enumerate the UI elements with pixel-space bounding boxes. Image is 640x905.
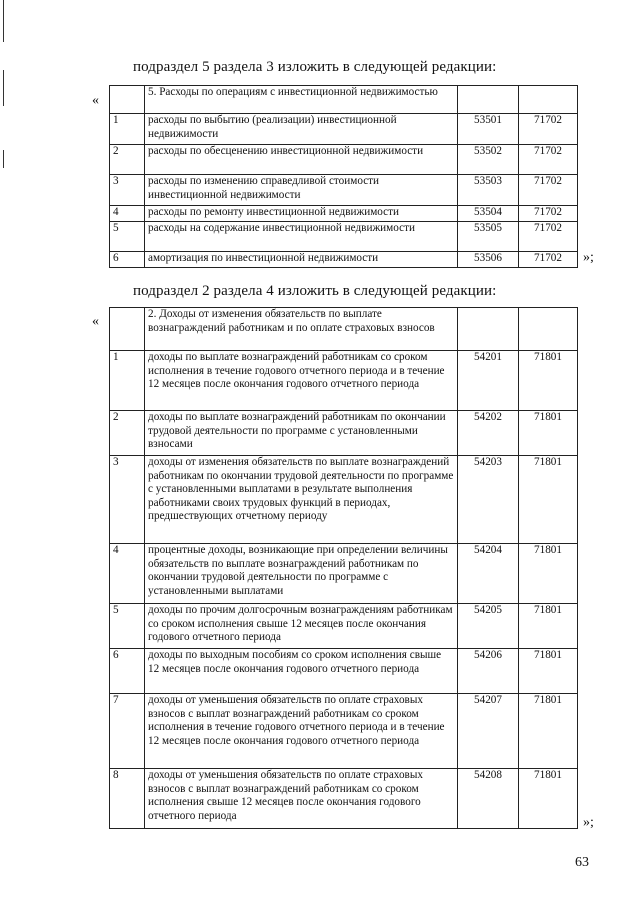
section2-open-quote: « <box>92 314 99 329</box>
page-number: 63 <box>575 855 589 870</box>
account-number: 71702 <box>519 114 578 145</box>
row-number: 3 <box>110 456 145 544</box>
row-number: 1 <box>110 351 145 411</box>
row-number: 8 <box>110 769 145 829</box>
table-row <box>110 222 578 252</box>
section2-table <box>109 307 578 829</box>
row-number: 2 <box>110 411 145 456</box>
scan-edge-mark <box>3 70 4 106</box>
account-number: 71702 <box>519 206 578 222</box>
row-description: доходы по выплате вознаграждений работникам со сроком исполнения в течение годового отчетного периода и в течение 12 месяцев после окончания годового отчетного периода <box>145 351 458 411</box>
table-header-row <box>110 86 578 114</box>
row-description: расходы по изменению справедливой стоимости инвестиционной недвижимости <box>145 175 458 206</box>
account-number: 71801 <box>519 544 578 604</box>
account-number <box>519 308 578 351</box>
row-number: 5 <box>110 604 145 649</box>
account-number <box>519 86 578 114</box>
account-number: 71702 <box>519 222 578 252</box>
account-number: 71801 <box>519 769 578 829</box>
row-description: расходы по выбытию (реализации) инвестиционной недвижимости <box>145 114 458 145</box>
symbol-code: 53506 <box>458 252 519 268</box>
symbol-code: 54207 <box>458 694 519 769</box>
section1-open-quote: « <box>92 93 99 108</box>
table-row <box>110 456 578 544</box>
section2-heading: подраздел 2 раздела 4 изложить в следующей редакции: <box>133 283 497 299</box>
symbol-code: 54202 <box>458 411 519 456</box>
table-row <box>110 604 578 649</box>
table-row <box>110 694 578 769</box>
row-description: доходы по выплате вознаграждений работникам по окончании трудовой деятельности по программе с установленными взносами <box>145 411 458 456</box>
row-number: 6 <box>110 649 145 694</box>
account-number: 71801 <box>519 351 578 411</box>
table-header-row <box>110 308 578 351</box>
account-number: 71702 <box>519 175 578 206</box>
row-description: расходы по обесценению инвестиционной недвижимости <box>145 145 458 175</box>
table-row <box>110 175 578 206</box>
table-row <box>110 544 578 604</box>
symbol-code: 53504 <box>458 206 519 222</box>
account-number: 71801 <box>519 649 578 694</box>
row-number <box>110 86 145 114</box>
section1-table <box>109 85 578 268</box>
row-description: амортизация по инвестиционной недвижимости <box>145 252 458 268</box>
table-row <box>110 145 578 175</box>
account-number: 71801 <box>519 604 578 649</box>
account-number: 71702 <box>519 252 578 268</box>
account-number: 71801 <box>519 694 578 769</box>
symbol-code: 54208 <box>458 769 519 829</box>
row-number: 2 <box>110 145 145 175</box>
scan-edge-mark <box>3 150 4 168</box>
row-number: 1 <box>110 114 145 145</box>
section-title: 5. Расходы по операциям с инвестиционной недвижимостью <box>145 86 458 114</box>
account-number: 71801 <box>519 411 578 456</box>
symbol-code: 53505 <box>458 222 519 252</box>
row-description: доходы от изменения обязательств по выплате вознаграждений работникам по окончании трудовой деятельности по программе с установленными выплатами в результате выполнения работниками своих трудовых функций в периодах, предшествующих отчетному периоду <box>145 456 458 544</box>
row-description: доходы по выходным пособиям со сроком исполнения свыше 12 месяцев после окончания годового отчетного периода <box>145 649 458 694</box>
symbol-code: 54205 <box>458 604 519 649</box>
scan-edge-mark <box>3 0 4 42</box>
section1-heading: подраздел 5 раздела 3 изложить в следующей редакции: <box>133 59 497 75</box>
table-row <box>110 206 578 222</box>
account-number: 71801 <box>519 456 578 544</box>
row-number: 7 <box>110 694 145 769</box>
section2-close-quote: »; <box>583 815 594 830</box>
row-description: расходы по ремонту инвестиционной недвижимости <box>145 206 458 222</box>
row-number: 5 <box>110 222 145 252</box>
symbol-code: 53503 <box>458 175 519 206</box>
symbol-code <box>458 86 519 114</box>
table-row <box>110 114 578 145</box>
symbol-code <box>458 308 519 351</box>
row-description: процентные доходы, возникающие при определении величины обязательств по выплате вознаграждений работникам по окончании трудовой деятельности по программе с установленными выплатами <box>145 544 458 604</box>
symbol-code: 54204 <box>458 544 519 604</box>
table-row <box>110 252 578 268</box>
table-row <box>110 769 578 829</box>
row-number: 3 <box>110 175 145 206</box>
table-row <box>110 351 578 411</box>
row-number: 4 <box>110 206 145 222</box>
symbol-code: 53502 <box>458 145 519 175</box>
row-number: 6 <box>110 252 145 268</box>
row-description: доходы от уменьшения обязательств по оплате страховых взносов с выплат вознаграждений работникам со сроком исполнения свыше 12 месяцев после окончания годового отчетного периода <box>145 769 458 829</box>
row-description: расходы на содержание инвестиционной недвижимости <box>145 222 458 252</box>
symbol-code: 54201 <box>458 351 519 411</box>
symbol-code: 54203 <box>458 456 519 544</box>
table-row <box>110 411 578 456</box>
account-number: 71702 <box>519 145 578 175</box>
section1-close-quote: »; <box>583 250 594 265</box>
symbol-code: 54206 <box>458 649 519 694</box>
table-row <box>110 649 578 694</box>
symbol-code: 53501 <box>458 114 519 145</box>
row-number <box>110 308 145 351</box>
row-description: доходы от уменьшения обязательств по оплате страховых взносов с выплат вознаграждений работникам со сроком исполнения в течение годового отчетного периода и в течение 12 месяцев после окончания годового отчетного периода <box>145 694 458 769</box>
row-description: доходы по прочим долгосрочным вознаграждениям работникам со сроком исполнения свыше 12 месяцев после окончания годового отчетного периода <box>145 604 458 649</box>
row-number: 4 <box>110 544 145 604</box>
section-title: 2. Доходы от изменения обязательств по выплате вознаграждений работникам и по оплате страховых взносов <box>145 308 458 351</box>
